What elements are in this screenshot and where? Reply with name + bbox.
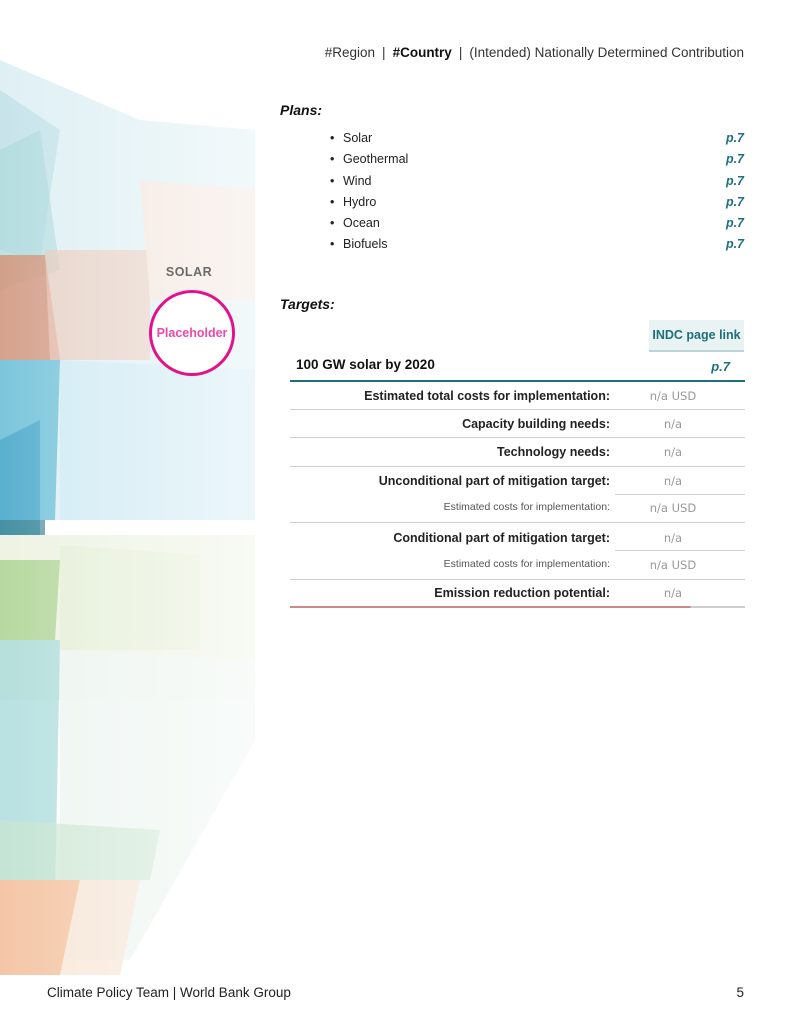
header-separator: | — [458, 45, 463, 60]
plans-heading: Plans: — [280, 102, 323, 118]
detail-value: n/a — [663, 531, 683, 545]
detail-value: n/a USD — [649, 501, 697, 515]
table-bottom-rule — [290, 606, 745, 608]
row-divider — [290, 522, 745, 523]
plan-name: Hydro — [343, 194, 377, 209]
row-divider — [290, 409, 745, 410]
plan-page-link[interactable]: p.7 — [725, 194, 744, 209]
detail-value: n/a — [663, 417, 683, 431]
detail-value: n/a — [663, 445, 683, 459]
plan-item — [330, 149, 744, 170]
header-separator: | — [382, 45, 386, 60]
detail-label: Estimated costs for implementation: — [443, 558, 610, 570]
header-doc-type: (Intended) Nationally Determined Contribution — [469, 45, 744, 60]
bullet-icon: • — [330, 173, 335, 188]
detail-label: Emission reduction potential: — [434, 586, 610, 600]
plan-page-link[interactable]: p.7 — [725, 152, 744, 167]
placeholder-label: Placeholder — [156, 326, 228, 340]
plan-item — [330, 192, 744, 213]
indc-page-link-header: INDC page link — [649, 320, 744, 352]
target-row — [290, 352, 745, 382]
detail-value: n/a USD — [649, 389, 697, 403]
detail-value: n/a — [663, 474, 683, 488]
detail-value: n/a — [663, 586, 683, 600]
target-page-link[interactable]: p.7 — [711, 359, 730, 374]
bullet-icon: • — [330, 152, 335, 167]
row-divider — [615, 550, 745, 551]
header-region: #Region — [324, 45, 376, 60]
plan-name: Solar — [343, 131, 373, 145]
plan-name: Biofuels — [343, 237, 388, 252]
targets-heading: Targets: — [280, 296, 335, 312]
bullet-icon: • — [330, 216, 335, 231]
sidebar-title: SOLAR — [165, 265, 213, 279]
plan-item — [330, 234, 744, 255]
header-country: #Country — [392, 45, 452, 60]
row-divider — [615, 494, 745, 495]
plan-item — [330, 171, 744, 192]
detail-value: n/a USD — [649, 558, 697, 572]
plan-item — [330, 128, 744, 149]
detail-label: Estimated total costs for implementation: — [364, 389, 610, 403]
decorative-background-art — [0, 0, 260, 975]
detail-label: Technology needs: — [497, 445, 610, 459]
target-name: 100 GW solar by 2020 — [296, 357, 435, 372]
plan-name: Ocean — [343, 216, 380, 231]
detail-label: Estimated costs for implementation: — [443, 501, 610, 513]
plan-page-link[interactable]: p.7 — [725, 216, 744, 231]
row-divider — [290, 579, 745, 580]
detail-label: Conditional part of mitigation target: — [393, 531, 610, 545]
row-divider — [290, 437, 745, 438]
plan-item — [330, 213, 744, 234]
footer-credit: Climate Policy Team | World Bank Group — [47, 985, 291, 1000]
plan-page-link[interactable]: p.7 — [725, 131, 744, 145]
bullet-icon: • — [330, 194, 335, 209]
detail-label: Capacity building needs: — [462, 417, 610, 431]
plan-name: Geothermal — [343, 152, 409, 167]
plans-list — [330, 128, 744, 256]
placeholder-image — [149, 290, 235, 376]
plan-page-link[interactable]: p.7 — [725, 173, 744, 188]
plan-name: Wind — [343, 173, 372, 188]
detail-label: Unconditional part of mitigation target: — [378, 474, 610, 488]
plan-page-link[interactable]: p.7 — [725, 237, 744, 252]
row-divider — [290, 466, 745, 467]
bullet-icon: • — [330, 237, 335, 252]
page-header — [325, 45, 744, 60]
page-number: 5 — [736, 985, 744, 1000]
bullet-icon: • — [330, 131, 335, 145]
